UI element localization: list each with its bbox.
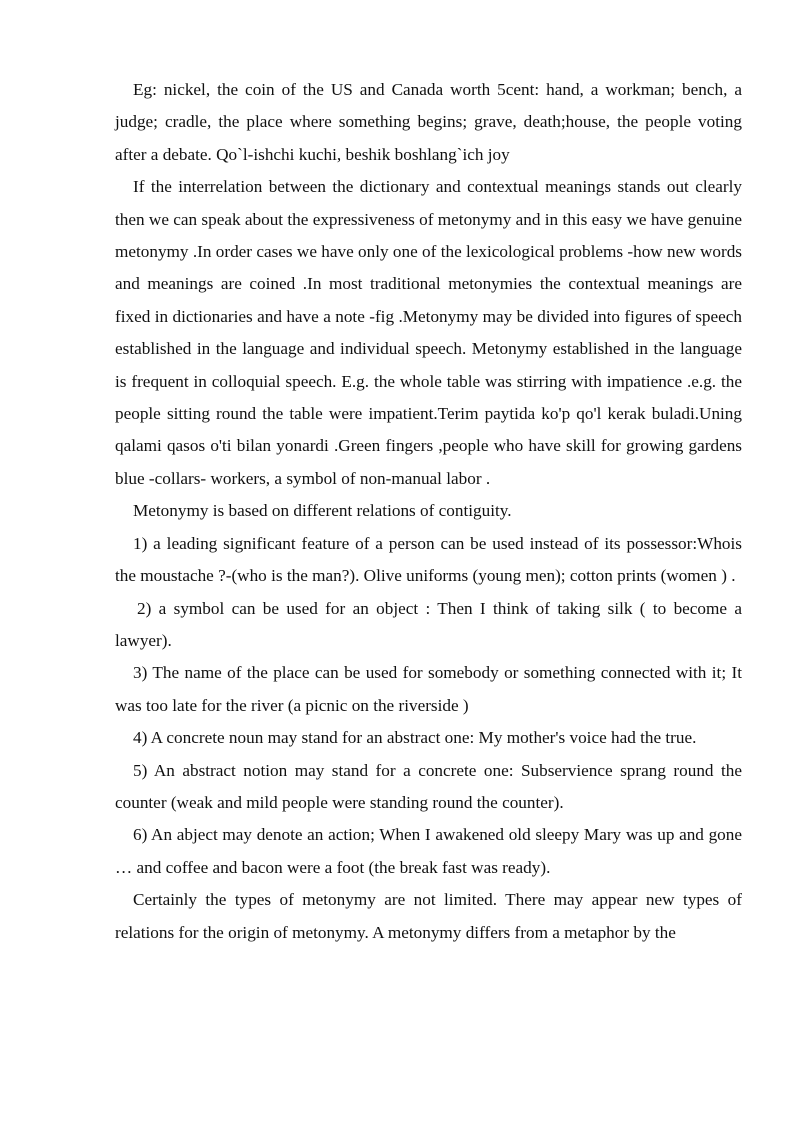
list-item-place: 3) The name of the place can be used for somebody or something connected with it; It was too late for the river (a picnic on the riverside ) <box>115 663 742 715</box>
list-item-object-action: 6) An abject may denote an action; When I awakened old sleepy Mary was up and gone … and coffee and bacon were a foot (the break fast was ready). <box>115 825 742 877</box>
list-item-concrete-noun: 4) A concrete noun may stand for an abstract one: My mother's voice had the true. <box>133 728 697 748</box>
list-item-feature: 1) a leading significant feature of a person can be used instead of its possessor:Whois the moustache ?-(who is the man?). Olive uniforms (young men); cotton prints (women ) . <box>115 533 742 586</box>
paragraph-examples: Eg: nickel, the coin of the US and Canada worth 5cent: hand, a workman; bench, a judge; cradle, the place where something begins; grave, death;house, the people voting after a debate. Qo`l-ishchi kuchi, beshik boshlang`ich joy <box>115 80 742 164</box>
paragraph-contiguity-intro: Metonymy is based on different relations of contiguity. <box>133 501 512 521</box>
list-item-symbol: 2) a symbol can be used for an object : Then I think of taking silk ( to become a lawyer). <box>115 598 742 650</box>
paragraph-interrelation: If the interrelation between the dictionary and contextual meanings stands out clearly then we can speak about the expressiveness of metonymy and in this easy we have genuine metonymy .In order cases we have only one of the lexicological problems -how new words and meanings are coined .In most traditional metonymies the contextual meanings are fixed in dictionaries and have a note -fig .Metonymy may be divided into figures of speech established in the language and individual speech. Metonymy established in the language is frequent in colloquial speech. E.g. the whole table was stirring with impatience .e.g. the people sitting round the table were impatient.Terim paytida ko'p qo'l kerak buladi.Uning qalami qasos o'ti bilan yonardi .Green fingers ,people who have skill for growing gardens blue -collars- workers, a symbol of non-manual labor . <box>115 177 742 488</box>
document-page <box>115 74 742 949</box>
paragraph-conclusion: Certainly the types of metonymy are not limited. There may appear new types of relations for the origin of metonymy. A metonymy differs from a metaphor by the <box>115 890 742 942</box>
list-item-abstract-notion: 5) An abstract notion may stand for a concrete one: Subservience sprang round the counter (weak and mild people were standing round the counter). <box>115 760 742 812</box>
